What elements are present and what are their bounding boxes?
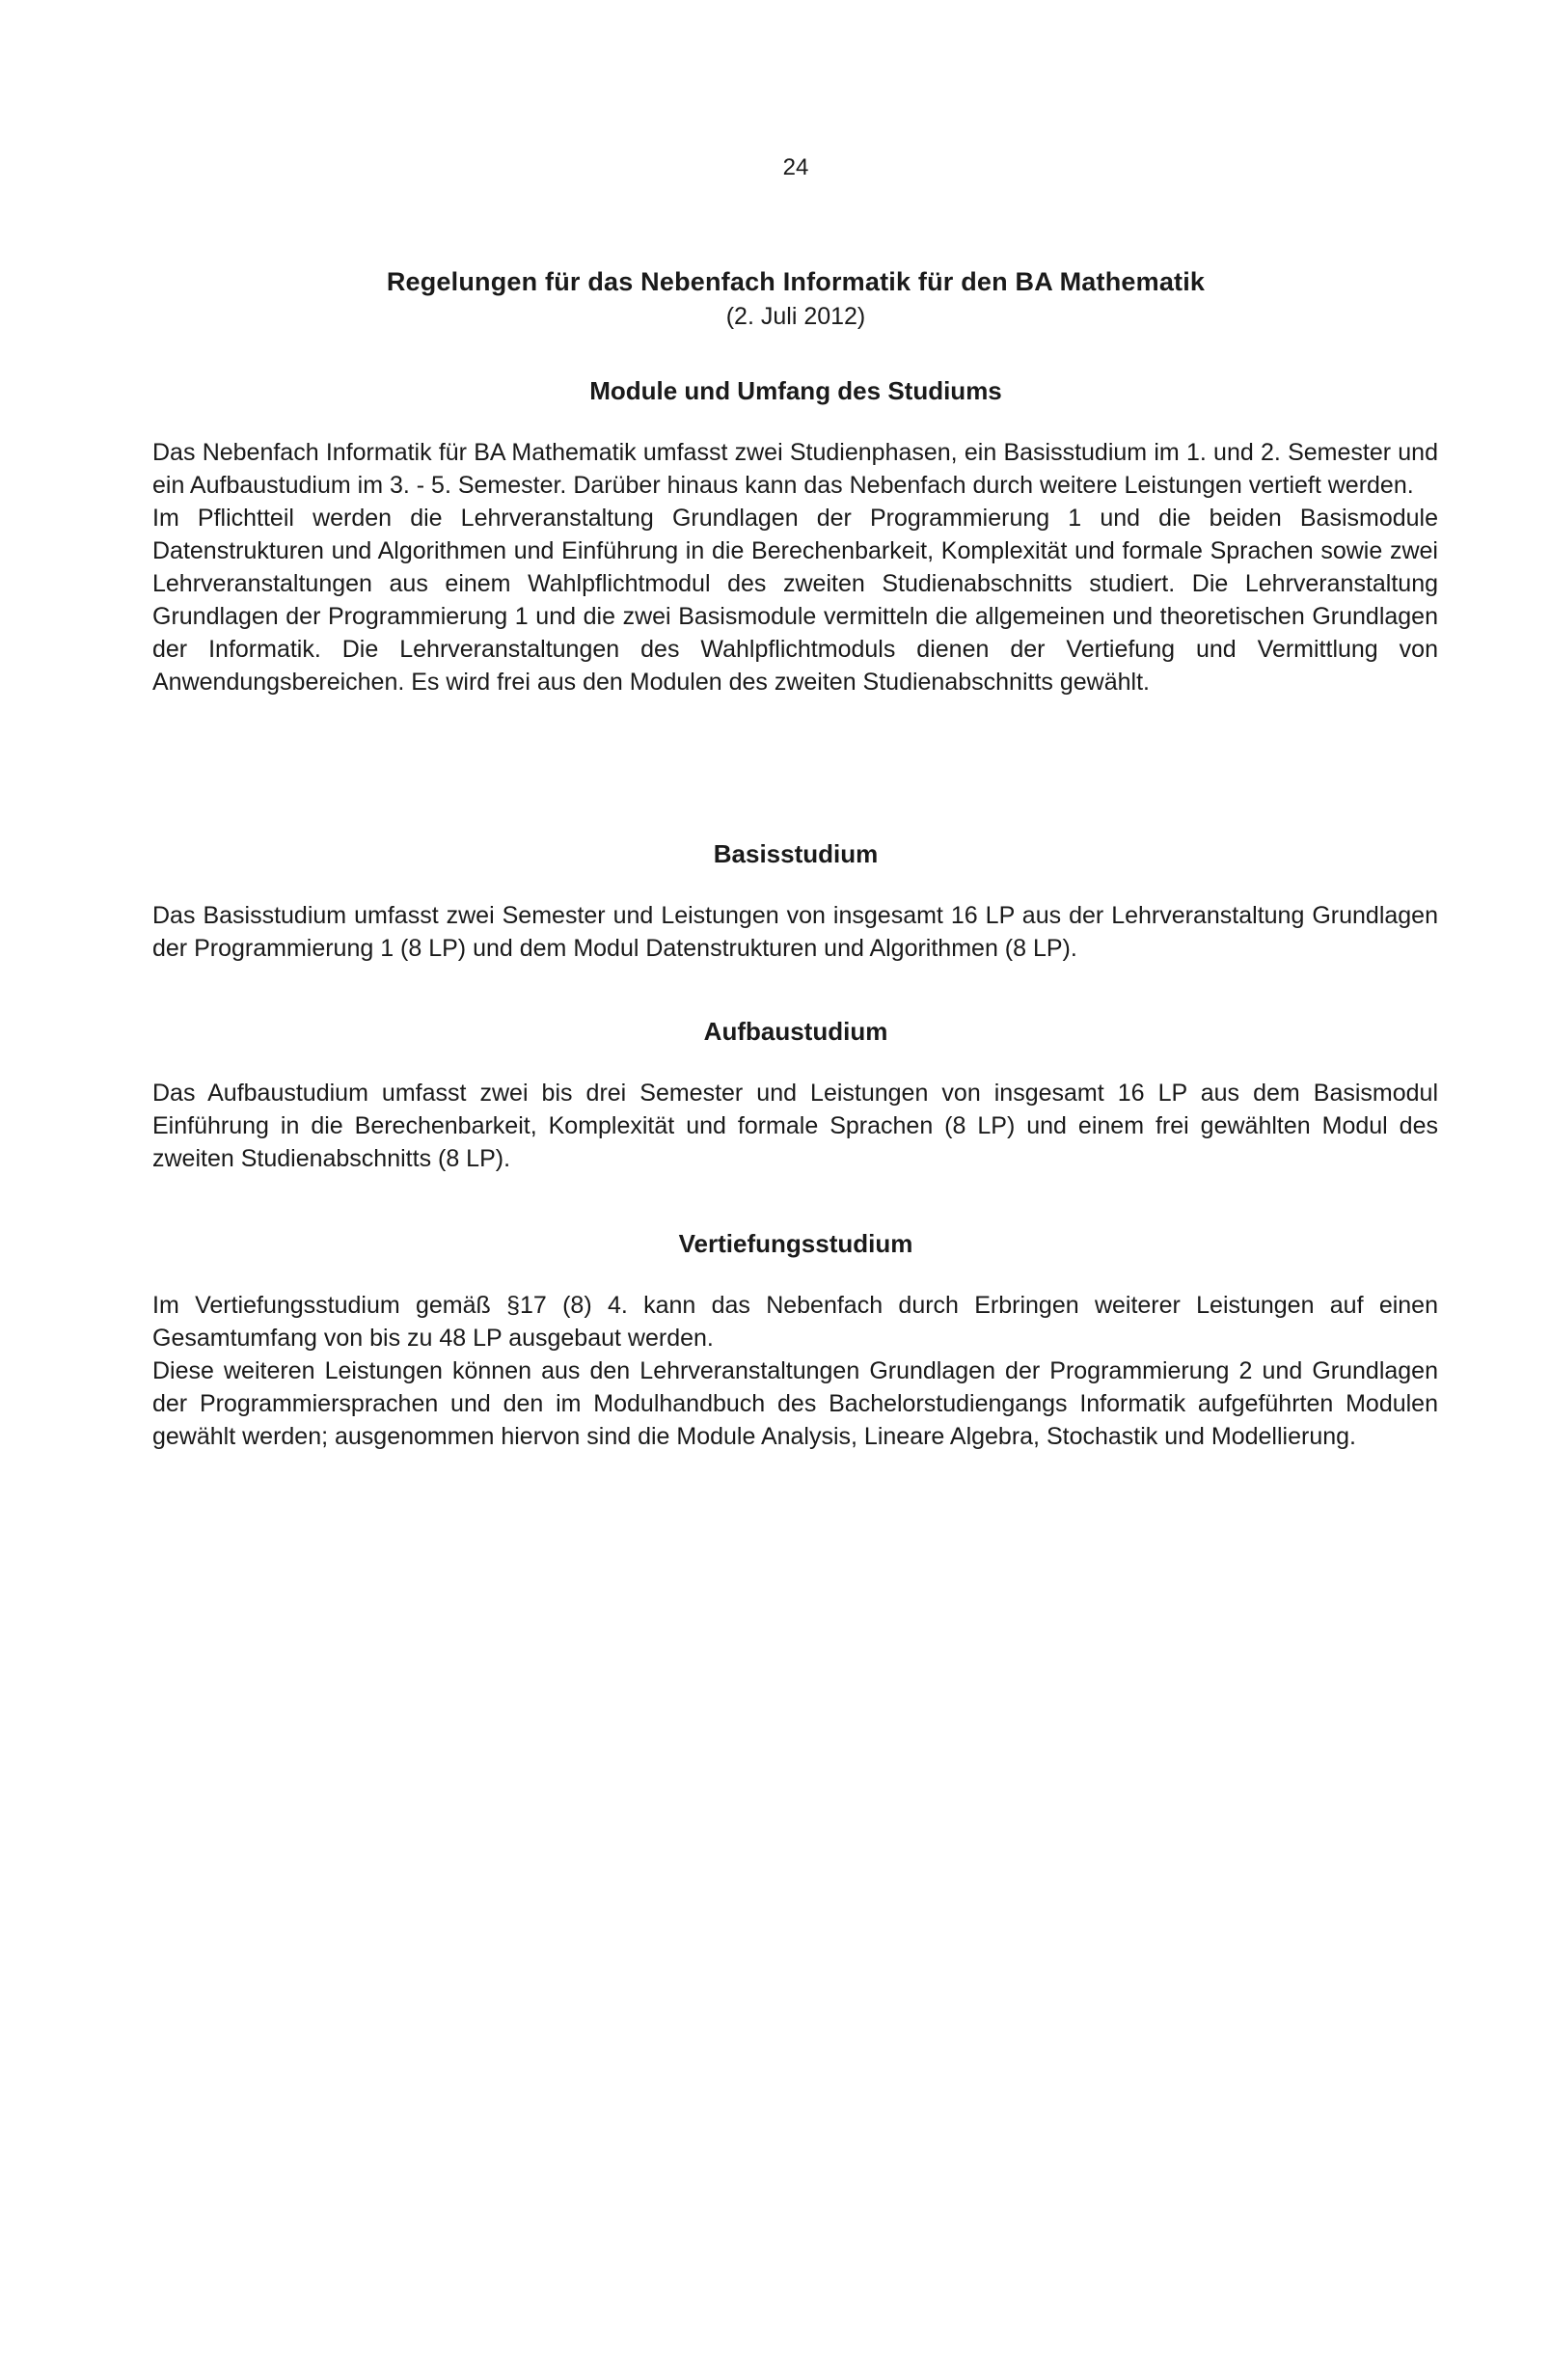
section-body-aufbaustudium	[152, 1077, 1438, 1175]
section-body-module-umfang	[152, 436, 1438, 698]
paragraph: Diese weiteren Leistungen können aus den Lehrveranstaltungen Grundlagen der Programmierung 2 und Grundlagen der Programmiersprachen und den im Modulhandbuch des Bachelorstudiengangs Informatik aufgeführten Modulen gewählt werden; ausgenommen hiervon sind die Module Analysis, Lineare Algebra, Stochastik und Modellierung.	[152, 1357, 1438, 1450]
document-title: Regelungen für das Nebenfach Informatik für den BA Mathematik	[386, 267, 1206, 296]
paragraph: Das Aufbaustudium umfasst zwei bis drei Semester und Leistungen von insgesamt 16 LP aus dem Basismodul Einführung in die Berechenbarkeit, Komplexität und formale Sprachen (8 LP) und einem frei gewählten Modul des zweiten Studienabschnitts (8 LP).	[152, 1080, 1438, 1172]
section-heading-module-umfang: Module und Umfang des Studiums	[589, 376, 1002, 405]
page-number: 24	[782, 154, 809, 180]
section-body-basisstudium	[152, 899, 1438, 965]
section-heading-vertiefungsstudium: Vertiefungsstudium	[678, 1229, 913, 1258]
paragraph: Im Pflichtteil werden die Lehrveranstaltung Grundlagen der Programmierung 1 und die beiden Basismodule Datenstrukturen und Algorithmen und Einführung in die Berechenbarkeit, Komplexität und formale Sprachen sowie zwei Lehrveranstaltungen aus einem Wahlpflichtmodul des zweiten Studienabschnitts studiert. Die Lehrveranstaltung Grundlagen der Programmierung 1 und die zwei Basismodule vermitteln die allgemeinen und theoretischen Grundlagen der Informatik. Die Lehrveranstaltungen des Wahlpflichtmoduls dienen der Vertiefung und Vermittlung von Anwendungsbereichen. Es wird frei aus den Modulen des zweiten Studienabschnitts gewählt.	[152, 505, 1438, 696]
title-block	[0, 264, 1550, 334]
paragraph: Das Nebenfach Informatik für BA Mathematik umfasst zwei Studienphasen, ein Basisstudium im 1. und 2. Semester und ein Aufbaustudium im 3. - 5. Semester. Darüber hinaus kann das Nebenfach durch weitere Leistungen vertieft werden.	[152, 439, 1438, 499]
document-date: (2. Juli 2012)	[725, 303, 866, 330]
paragraph: Das Basisstudium umfasst zwei Semester und Leistungen von insgesamt 16 LP aus der Lehrveranstaltung Grundlagen der Programmierung 1 (8 LP) und dem Modul Datenstrukturen und Algorithmen (8 LP).	[152, 902, 1438, 962]
section-body-vertiefungsstudium	[152, 1289, 1438, 1453]
section-heading-aufbaustudium: Aufbaustudium	[703, 1017, 888, 1046]
section-heading-basisstudium: Basisstudium	[713, 839, 879, 868]
paragraph: Im Vertiefungsstudium gemäß §17 (8) 4. kann das Nebenfach durch Erbringen weiterer Leistungen auf einen Gesamtumfang von bis zu 48 LP ausgebaut werden.	[152, 1292, 1438, 1352]
